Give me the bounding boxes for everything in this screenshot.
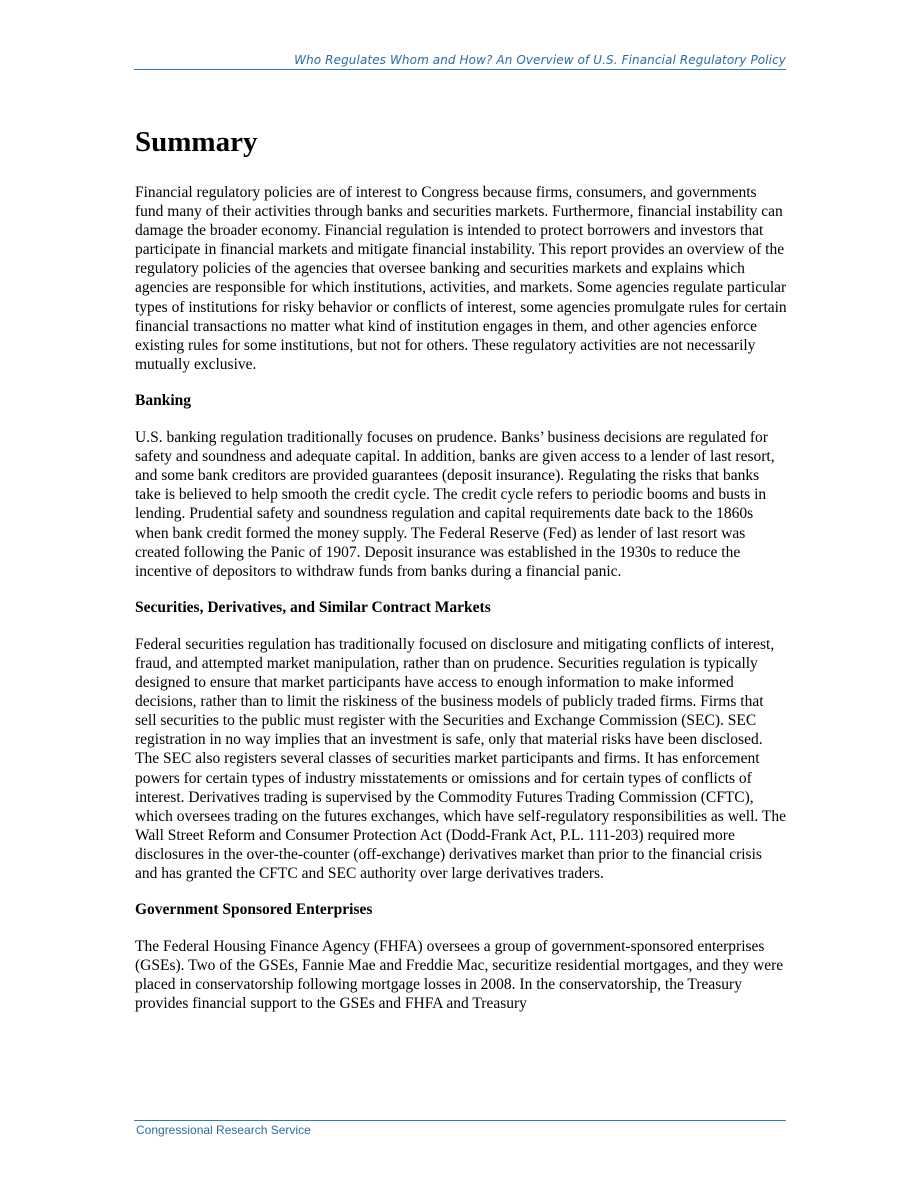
section-heading-securities: Securities, Derivatives, and Similar Contract Markets	[135, 598, 491, 616]
running-header: Who Regulates Whom and How? An Overview of U.S. Financial Regulatory Policy	[294, 53, 786, 67]
page-body	[135, 122, 787, 1031]
section-paragraph-banking: U.S. banking regulation traditionally focuses on prudence. Banks’ business decisions are regulated for safety and soundness and adequate capital. In addition, banks are given access to a lender of last resort, and some bank creditors are provided guarantees (deposit insurance). Regulating the risks that banks take is believed to help smooth the credit cycle. The credit cycle refers to periodic booms and busts in lending. Prudential safety and soundness regulation and capital requirements date back to the 1860s when bank credit formed the money supply. The Federal Reserve (Fed) as lender of last resort was created following the Panic of 1907. Deposit insurance was established in the 1930s to reduce the incentive of depositors to withdraw funds from banks during a financial panic.	[135, 429, 775, 580]
section-heading-gse: Government Sponsored Enterprises	[135, 901, 373, 919]
header-divider	[134, 69, 786, 70]
footer-divider	[134, 1120, 786, 1121]
section-paragraph-securities: Federal securities regulation has traditionally focused on disclosure and mitigating conflicts of interest, fraud, and attempted market manipulation, rather than on prudence. Securities regulation is typically designed to ensure that market participants have access to enough information to make informed decisions, rather than to limit the riskiness of the business models of publicly traded firms. Firms that sell securities to the public must register with the Securities and Exchange Commission (SEC). SEC registration in no way implies that an investment is safe, only that material risks have been disclosed. The SEC also registers several classes of securities market participants and firms. It has enforcement powers for certain types of industry misstatements or omissions and for certain types of conflicts of interest. Derivatives trading is supervised by the Commodity Futures Trading Commission (CFTC), which oversees trading on the futures exchanges, which have self-regulatory responsibilities as well. The Wall Street Reform and Consumer Protection Act (Dodd-Frank Act, P.L. 111-203) required more disclosures in the over-the-counter (off-exchange) derivatives market than prior to the financial crisis and has granted the CFTC and SEC authority over large derivatives traders.	[135, 635, 786, 882]
intro-paragraph: Financial regulatory policies are of interest to Congress because firms, consumers, and governments fund many of their activities through banks and securities markets. Furthermore, financial instability can damage the broader economy. Financial regulation is intended to protect borrowers and investors that participate in financial markets and mitigate financial instability. This report provides an overview of the regulatory policies of the agencies that oversee banking and securities markets and explains which agencies are responsible for which institutions, activities, and markets. Some agencies regulate particular types of institutions for risky behavior or conflicts of interest, some agencies promulgate rules for certain financial transactions no matter what kind of institution engages in them, and other agencies enforce existing rules for some institutions, but not for others. These regulatory activities are not necessarily mutually exclusive.	[135, 184, 787, 373]
page-title: Summary	[135, 126, 258, 158]
section-heading-banking: Banking	[135, 391, 192, 409]
section-paragraph-gse: The Federal Housing Finance Agency (FHFA) oversees a group of government-sponsored enterprises (GSEs). Two of the GSEs, Fannie Mae and Freddie Mac, securitize residential mortgages, and they were placed in conservatorship following mortgage losses in 2008. In the conservatorship, the Treasury provides financial support to the GSEs and FHFA and Treasury	[135, 938, 784, 1013]
footer-organization: Congressional Research Service	[136, 1123, 311, 1137]
